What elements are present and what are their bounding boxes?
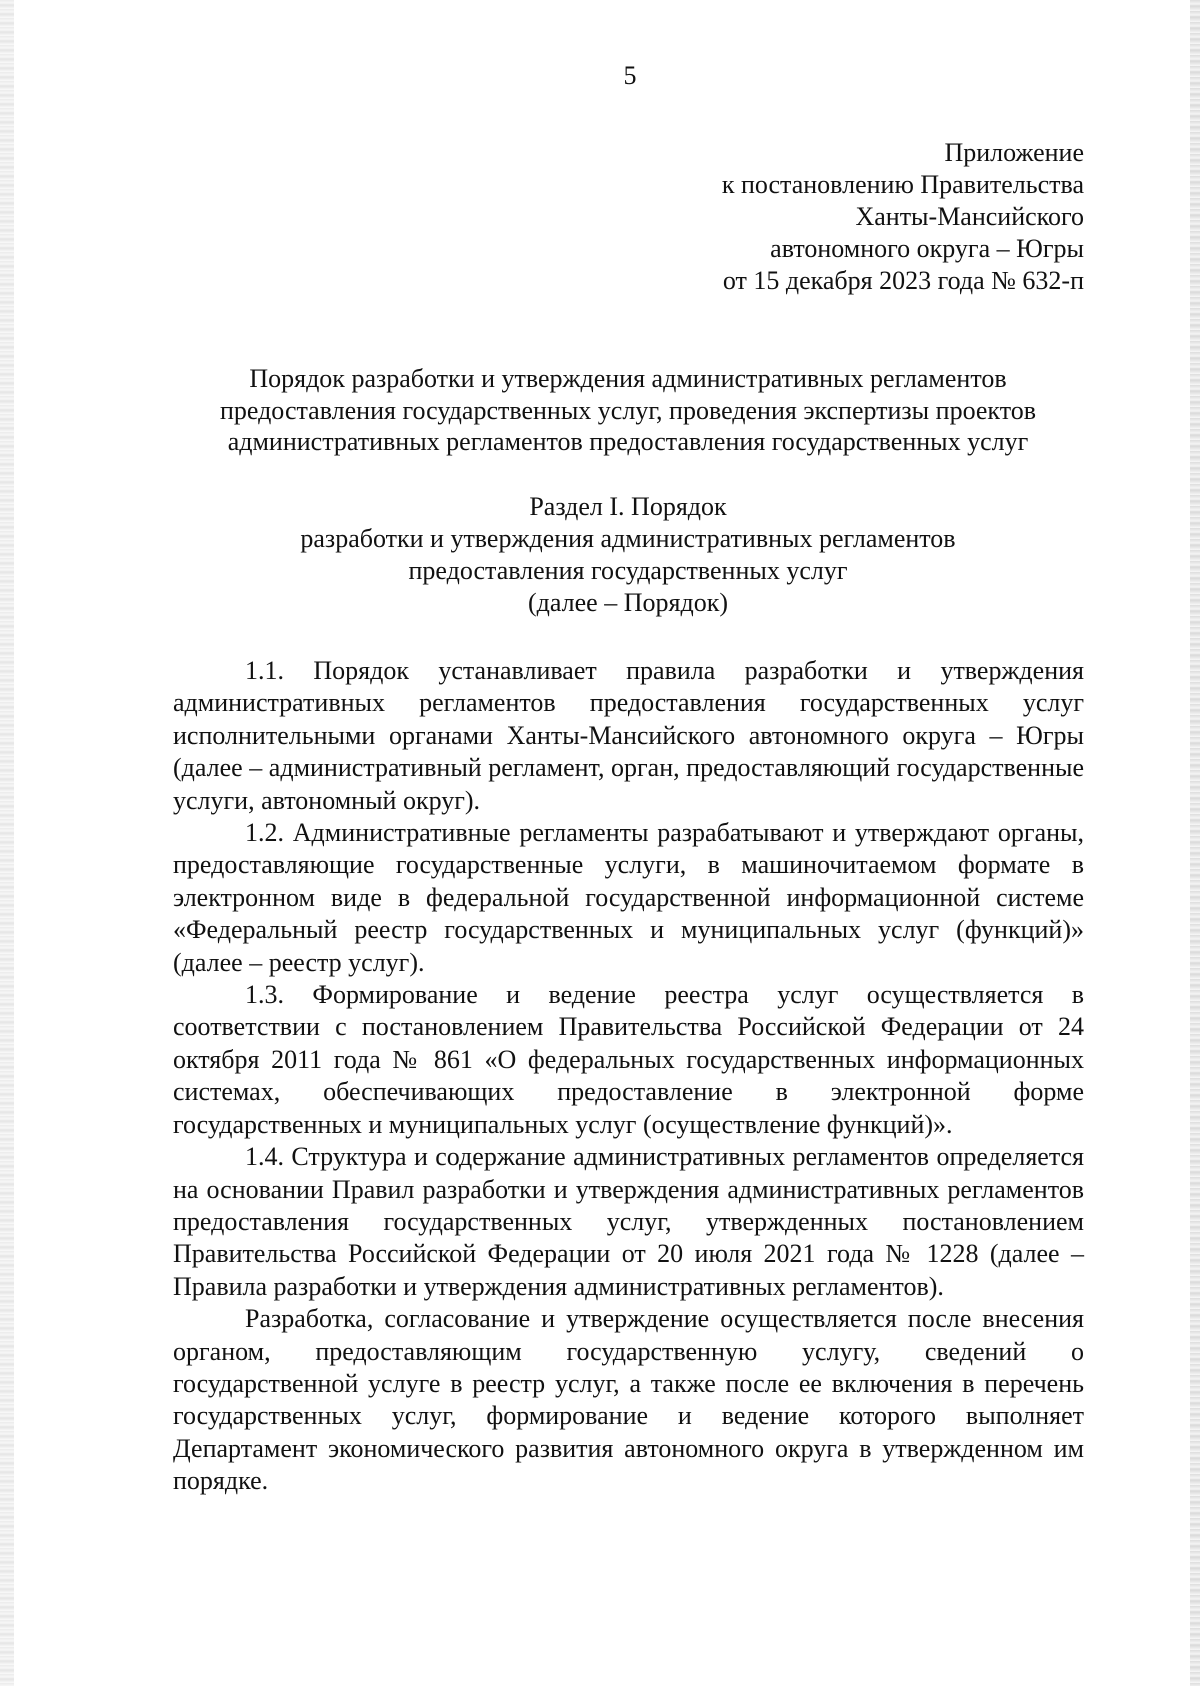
- paragraph-1-2: 1.2. Административные регламенты разрабатывают и утверждают органы, предоставляющие государственные услуги, в машиночитаемом формате в электронном виде в федеральной государственной информационной системе «Федеральный реестр государственных и муниципальных услуг (функций)» (далее – реестр услуг).: [173, 818, 1084, 977]
- document-title-line: Порядок разработки и утверждения административных регламентов: [249, 364, 1007, 393]
- section-heading-line: (далее – Порядок): [528, 588, 728, 617]
- document-title: [160, 363, 1096, 458]
- document-title-line: предоставления государственных услуг, проведения экспертизы проектов: [219, 395, 1037, 425]
- paragraph-1-1: 1.1. Порядок устанавливает правила разработки и утверждения административных регламентов предоставления государственных услуг исполнительными органами Ханты-Мансийского автономного округа – Югры (далее – административный регламент, орган, предоставляющий государственные услуги, автономный округ).: [173, 656, 1084, 815]
- appendix-line: Ханты-Мансийского: [855, 202, 1084, 231]
- appendix-line: Приложение: [944, 138, 1084, 167]
- paragraph-1-3: 1.3. Формирование и ведение реестра услуг осуществляется в соответствии с постановлением Правительства Российской Федерации от 24 октября 2011 года № 861 «О федеральных государственных информационных системах, обеспечивающих предоставление в электронной форме государственных и муниципальных услуг (осуществление функций)».: [173, 980, 1084, 1139]
- scan-edge-left: [0, 0, 14, 1686]
- appendix-block: [722, 137, 1084, 297]
- section-heading-line: предоставления государственных услуг: [408, 556, 848, 585]
- paragraph-1-4: 1.4. Структура и содержание административных регламентов определяется на основании Правил разработки и утверждения административных регламентов предоставления государственных услуг, утвержденных постановлением Правительства Российской Федерации от 20 июля 2021 года № 1228 (далее – Правила разработки и утверждения административных регламентов).: [173, 1142, 1084, 1301]
- paragraph-development-note: Разработка, согласование и утверждение осуществляется после внесения органом, предоставляющим государственную услугу, сведений о государственной услуге в реестр услуг, а также после ее включения в перечень государственных услуг, формирование и ведение которого выполняет Департамент экономического развития автономного округа в утвержденном им порядке.: [173, 1304, 1084, 1496]
- appendix-line: автономного округа – Югры: [770, 234, 1084, 263]
- page-number: 5: [623, 61, 637, 90]
- section-heading-line: Раздел I. Порядок: [529, 492, 727, 521]
- appendix-line: к постановлению Правительства: [721, 170, 1084, 199]
- appendix-line: от 15 декабря 2023 года № 632-п: [722, 266, 1084, 295]
- section-heading-line: разработки и утверждения административных регламентов: [300, 524, 956, 553]
- document-title-line: административных регламентов предоставления государственных услуг: [227, 427, 1029, 456]
- scan-edge-right: [1190, 0, 1200, 1686]
- section-heading: [160, 491, 1096, 619]
- document-body: [173, 655, 1084, 1498]
